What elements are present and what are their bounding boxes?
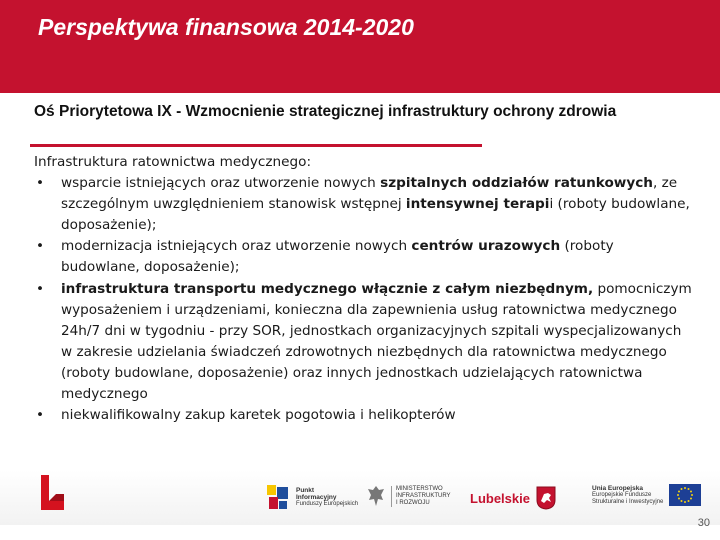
slide-title: Perspektywa finansowa 2014-2020 bbox=[38, 14, 414, 40]
bullet-text: i (roboty budowlane, doposażenie); bbox=[61, 196, 690, 234]
bullet-icon: • bbox=[35, 238, 45, 255]
subtitle-underline bbox=[30, 144, 482, 147]
bullet-list bbox=[34, 173, 694, 426]
ministry-line3: I ROZWOJU bbox=[396, 499, 430, 506]
bullet-bold-text: centrów urazowych bbox=[411, 238, 561, 255]
pif-line3: Funduszy Europejskich bbox=[296, 500, 359, 507]
bullet-item bbox=[34, 173, 694, 236]
eu-logo bbox=[592, 484, 701, 506]
ministry-logo bbox=[367, 484, 451, 508]
eu-line3: Strukturalne i Inwestycyjne bbox=[592, 498, 664, 505]
bullet-bold-text: szpitalnych oddziałów ratunkowych bbox=[380, 175, 653, 192]
eu-line1: Unia Europejska bbox=[592, 484, 643, 492]
ministry-line2: INFRASTRUKTURY bbox=[396, 492, 451, 499]
bullet-item bbox=[34, 236, 694, 278]
bullet-item bbox=[34, 279, 694, 406]
pif-emblem-icon bbox=[266, 484, 290, 510]
page-number: 30 bbox=[697, 517, 710, 529]
slide-subtitle: Oś Priorytetowa IX - Wzmocnienie strategicznej infrastruktury ochrony zdrowia bbox=[34, 103, 617, 120]
pif-line1: Punkt bbox=[296, 486, 315, 494]
bullet-icon: • bbox=[35, 407, 45, 424]
lubelskie-logo bbox=[470, 486, 556, 510]
eu-flag-icon bbox=[669, 484, 701, 506]
lubelskie-wordmark: Lubelskie bbox=[470, 490, 530, 506]
bullet-item bbox=[34, 405, 694, 426]
bullet-bold-text: infrastruktura transportu medycznego włącznie z całym niezbędnym, bbox=[61, 280, 594, 297]
lubelskie-crest-icon bbox=[536, 486, 556, 510]
eu-line2: Europejskie Fundusze bbox=[592, 491, 652, 498]
ministry-line1: MINISTERSTWO bbox=[396, 485, 443, 492]
header-bar bbox=[0, 0, 720, 93]
bullet-icon: • bbox=[35, 280, 45, 297]
lubelskie-l-logo bbox=[38, 474, 66, 512]
bullet-text: niekwalifikowalny zakup karetek pogotowia i helikopterów bbox=[61, 407, 456, 424]
slide-body bbox=[34, 152, 694, 426]
pif-line2: Informacyjny bbox=[296, 493, 337, 501]
bullet-bold-text: intensywnej terapi bbox=[405, 196, 550, 213]
bullet-text: , ze szczególnym uwzględnieniem stanowisk wstępnej bbox=[61, 175, 678, 213]
bullet-text: modernizacja istniejących oraz utworzenie nowych bbox=[61, 238, 412, 255]
bullet-text: wsparcie istniejących oraz utworzenie nowych bbox=[61, 175, 381, 192]
bullet-icon: • bbox=[35, 175, 45, 192]
eagle-emblem-icon bbox=[367, 484, 385, 508]
bullet-text: pomocniczym wyposażeniem i urządzeniami, konieczna dla zapewnienia usług ratownictwa medycznego 24h/7 dni w tygodniu - przy SOR, jednostkach organizacyjnych szpitali wyspecjalizowanych w zakresie udzielania świadczeń zdrowotnych niezbędnych dla ratownictwa medycznego (roboty budowlane, doposażenie) oraz innych jednostkach udzielających ratownictwa medycznego bbox=[61, 280, 692, 403]
intro-heading: Infrastruktura ratownictwa medycznego: bbox=[34, 154, 312, 170]
pif-logo bbox=[266, 484, 358, 510]
bullet-text: (roboty budowlane, doposażenie); bbox=[61, 238, 614, 276]
